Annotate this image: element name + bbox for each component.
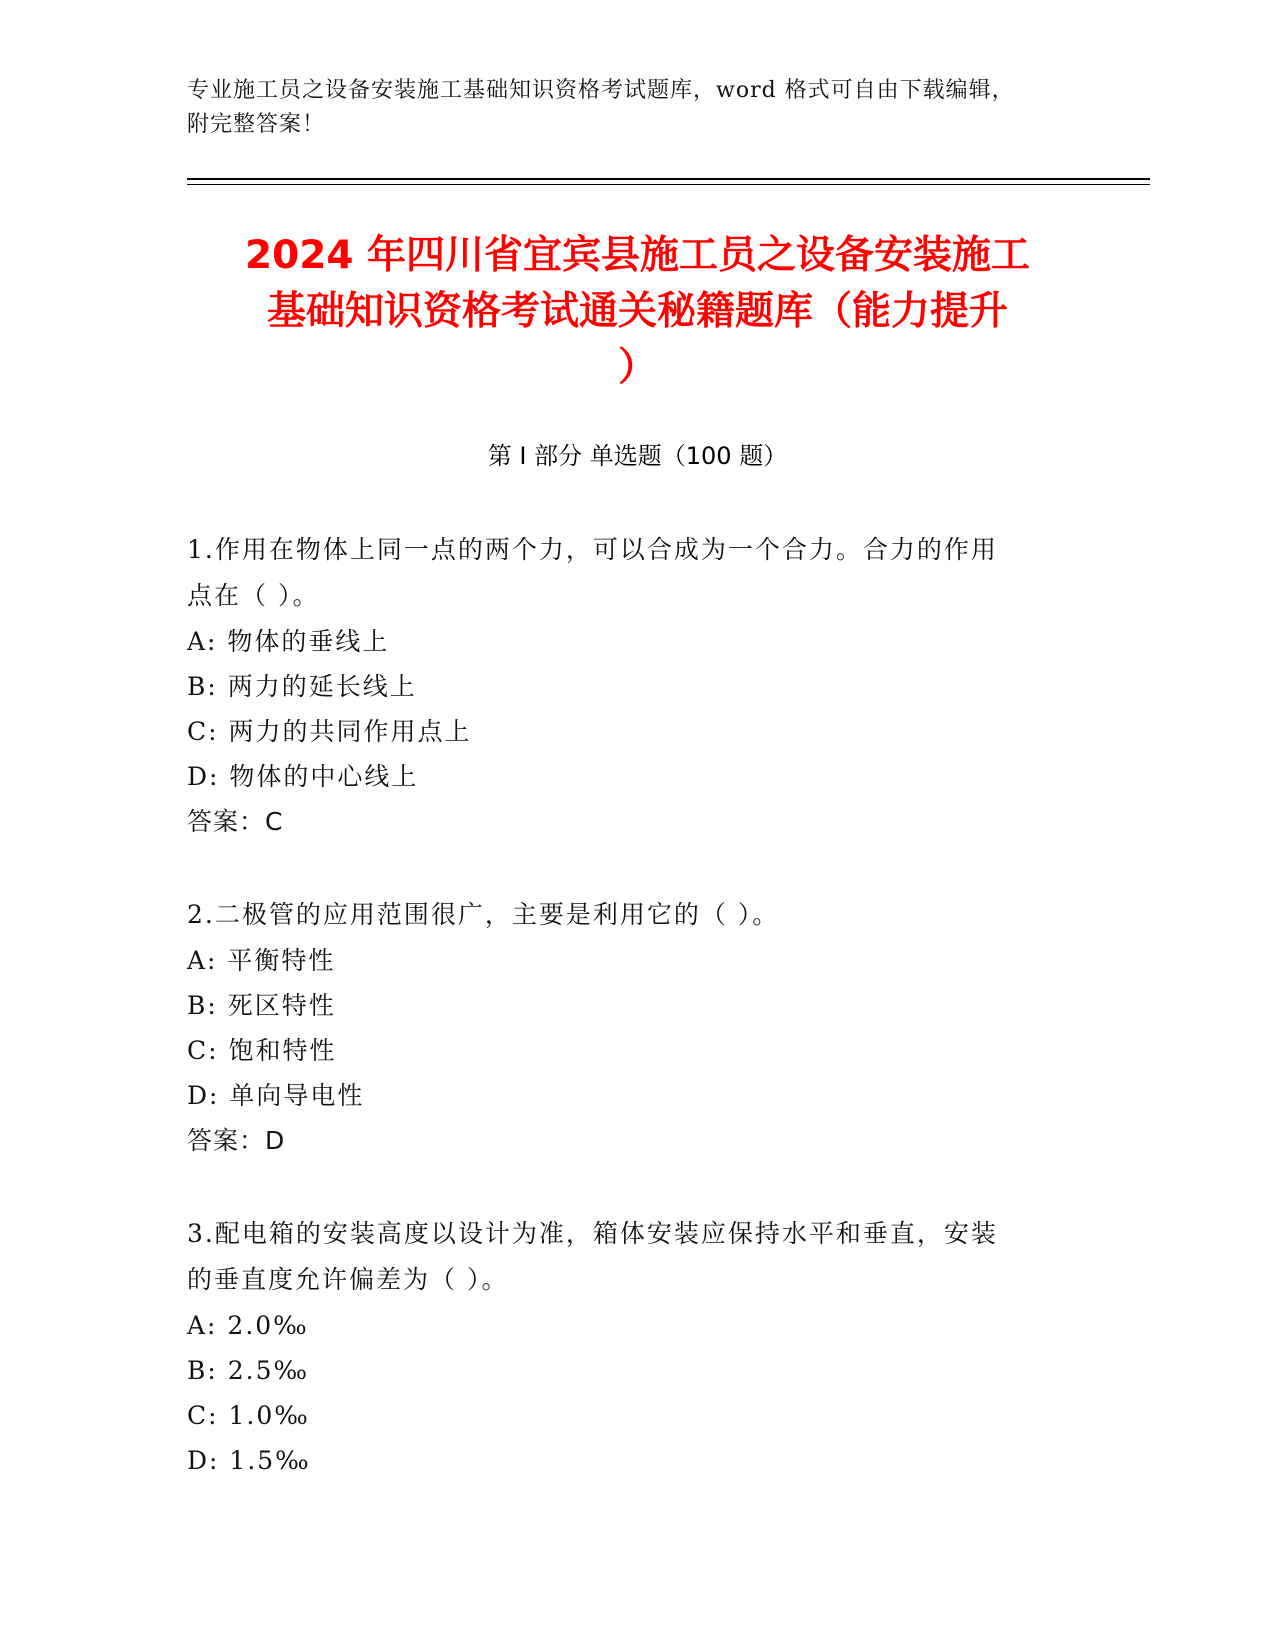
question-stem-line-2: 的垂直度允许偏差为（ ）。 xyxy=(187,1265,509,1294)
option-a: A: 物体的垂线上 xyxy=(187,627,390,656)
answer: 答案：D xyxy=(187,1126,286,1155)
question-stem xyxy=(187,1211,1067,1303)
option-a: A: 2.0‰ xyxy=(187,1311,309,1340)
option-c: C: 1.0‰ xyxy=(187,1401,310,1430)
document-title-line-3: ） xyxy=(617,345,657,390)
header-note xyxy=(187,74,1087,142)
header-rule-thin xyxy=(187,184,1150,185)
option-b: B: 两力的延长线上 xyxy=(187,672,417,701)
section-heading: 第 I 部分 单选题（100 题） xyxy=(487,442,788,470)
question-3 xyxy=(187,1211,1067,1483)
question-stem-line-1: 3.配电箱的安装高度以设计为准，箱体安装应保持水平和垂直，安装 xyxy=(187,1219,998,1248)
header-note-line-2: 附完整答案！ xyxy=(187,112,326,137)
question-stem xyxy=(187,527,1067,619)
document-title-line-2: 基础知识资格考试通关秘籍题库（能力提升 xyxy=(266,289,1008,334)
option-d: D: 物体的中心线上 xyxy=(187,762,419,791)
answer: 答案：C xyxy=(187,807,284,836)
document-title xyxy=(170,228,1105,396)
option-c: C: 饱和特性 xyxy=(187,1036,337,1065)
option-a: A: 平衡特性 xyxy=(187,946,336,975)
header-rule-thick xyxy=(187,178,1150,180)
document-title-line-1: 2024 年四川省宜宾县施工员之设备安装施工 xyxy=(244,233,1031,278)
question-list xyxy=(187,527,1067,1483)
option-b: B: 死区特性 xyxy=(187,991,336,1020)
question-stem-line-1: 2.二极管的应用范围很广，主要是利用它的（ ）。 xyxy=(187,900,780,929)
option-d: D: 单向导电性 xyxy=(187,1081,365,1110)
header-note-line-1: 专业施工员之设备安装施工基础知识资格考试题库，word 格式可自由下载编辑， xyxy=(187,78,1015,103)
question-stem xyxy=(187,892,1067,938)
question-stem-line-2: 点在（ ）。 xyxy=(187,581,320,610)
question-stem-line-1: 1.作用在物体上同一点的两个力，可以合成为一个合力。合力的作用 xyxy=(187,535,998,564)
question-1 xyxy=(187,527,1067,845)
option-b: B: 2.5‰ xyxy=(187,1356,310,1385)
question-2 xyxy=(187,892,1067,1164)
option-c: C: 两力的共同作用点上 xyxy=(187,717,472,746)
option-d: D: 1.5‰ xyxy=(187,1446,311,1475)
